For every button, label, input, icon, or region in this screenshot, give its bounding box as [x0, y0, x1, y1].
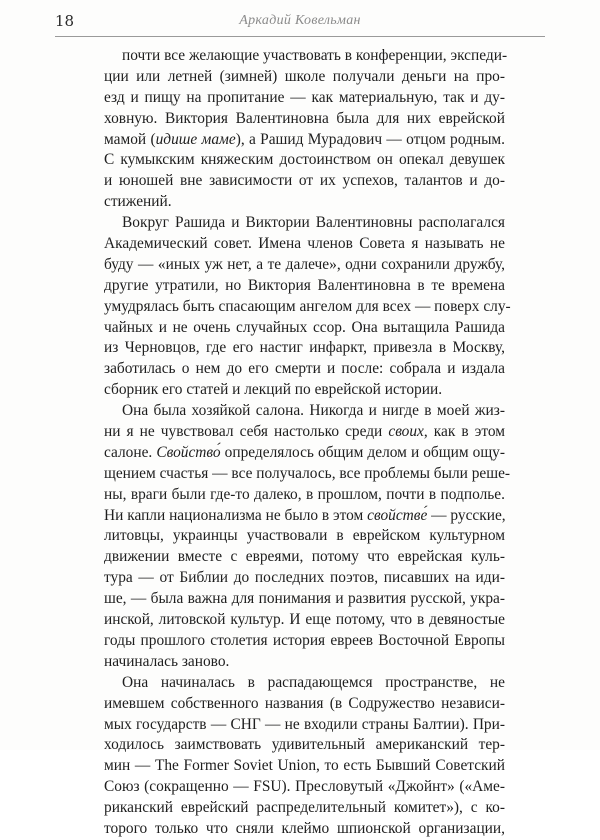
- text-line: годы прошлого столетия история евреев Восточной Европы: [104, 631, 505, 649]
- text-line: другие утратили, но Виктория Валентиновна в те времена: [104, 276, 505, 294]
- italic-phrase: Свойство́: [156, 443, 221, 461]
- header-rule: [55, 36, 545, 37]
- paragraph: [104, 46, 508, 213]
- text-line: езд и пищу на пропитание — как материальную, так и ду-: [104, 88, 505, 106]
- text-line: заботилась о нем до его смерти и после: собрала и издала: [104, 360, 505, 378]
- text-line: Она была хозяйкой салона. Никогда и нигде в моей жиз-: [122, 402, 505, 420]
- text-line: щением счастья — все получалось, все проблемы были реше-: [104, 464, 511, 482]
- text-line: инской, литовской культур. И еще потому, что в девяностые: [104, 611, 505, 629]
- text-line: Союз (сокращенно — FSU). Пресловутый «Джойнт» («Аме-: [104, 778, 505, 796]
- paragraph: [104, 401, 511, 673]
- text-line: тура — от Библии до последних поэтов, писавших на иди-: [104, 569, 505, 587]
- text-line: и юношей вне зависимости от их успехов, талантов и до-: [104, 172, 505, 190]
- page-number: 18: [55, 12, 75, 30]
- text-line: Она начиналась в распадающемся пространстве, не: [122, 673, 505, 691]
- text-line: ходилось заимствовать удивительный американский тер-: [104, 736, 505, 754]
- text-line: стижений.: [104, 193, 172, 211]
- text-line: литовцы, украинцы участвовали в еврейском культурном: [104, 527, 505, 545]
- text-line: умудрялась быть спасающим ангелом для всех — поверх слу-: [104, 297, 511, 315]
- italic-phrase: идише маме: [155, 130, 236, 148]
- text-line: мых государств — СНГ — не входили страны Балтии). При-: [104, 715, 505, 733]
- text-line: салоне. Свойство́ определялось общим делом и общим ощу-: [104, 443, 506, 461]
- paragraph: [104, 213, 511, 401]
- text-line: ны, враги были где-то далеко, в прошлом, почти в подполье.: [104, 485, 505, 503]
- italic-phrase: своих: [388, 423, 424, 441]
- text-line: почти все желающие участвовать в конференции, экспеди-: [122, 47, 508, 64]
- text-line: ховную. Виктория Валентиновна была для них еврейской: [104, 109, 505, 127]
- text-line: торого только что сняли клеймо шпионской организации,: [104, 819, 505, 837]
- text-line: С кумыкским княжеским достоинством он опекал девушек: [104, 151, 505, 169]
- running-head-author: Аркадий Ковельман: [239, 13, 361, 28]
- page-header: [55, 10, 545, 34]
- text-line: имевшем собственного названия (в Содружество независи-: [104, 694, 505, 712]
- text-line: Академический совет. Имена членов Совета я называть не: [104, 235, 505, 253]
- text-line: риканский еврейский распределительный комитет»), с ко-: [104, 799, 505, 817]
- italic-phrase: свойстве́: [367, 506, 428, 524]
- paragraph: [104, 673, 505, 840]
- text-line: Вокруг Рашида и Виктории Валентиновны располагался: [122, 214, 505, 232]
- text-line: из Черновцов, где его настиг инфаркт, привезла в Москву,: [104, 339, 505, 357]
- text-line: начиналась заново.: [104, 652, 230, 670]
- text-line: мин — The Former Soviet Union, то есть Бывший Советский: [104, 757, 505, 775]
- text-line: буду — «иных уж нет, а те далече», одни сохранили дружбу,: [104, 255, 505, 273]
- body-text: [104, 46, 511, 840]
- text-line: движении вместе с евреями, потому что еврейская куль-: [104, 548, 505, 566]
- text-line: Ни капли национализма не было в этом свойстве́ — русские,: [104, 506, 506, 524]
- text-line: ше, — была важна для понимания и развития русской, укра-: [104, 590, 505, 608]
- text-line: ни я не чувствовал себя настолько среди своих, как в этом: [104, 423, 505, 441]
- text-line: ции или летней (зимней) школе получали деньги на про-: [104, 67, 505, 85]
- text-line: мамой (идише маме), а Рашид Мурадович — отцом родным.: [104, 130, 505, 148]
- text-line: чайных и не очень случайных ссор. Она вытащила Рашида: [104, 318, 505, 336]
- text-line: сборник его статей и лекций по еврейской истории.: [104, 381, 443, 399]
